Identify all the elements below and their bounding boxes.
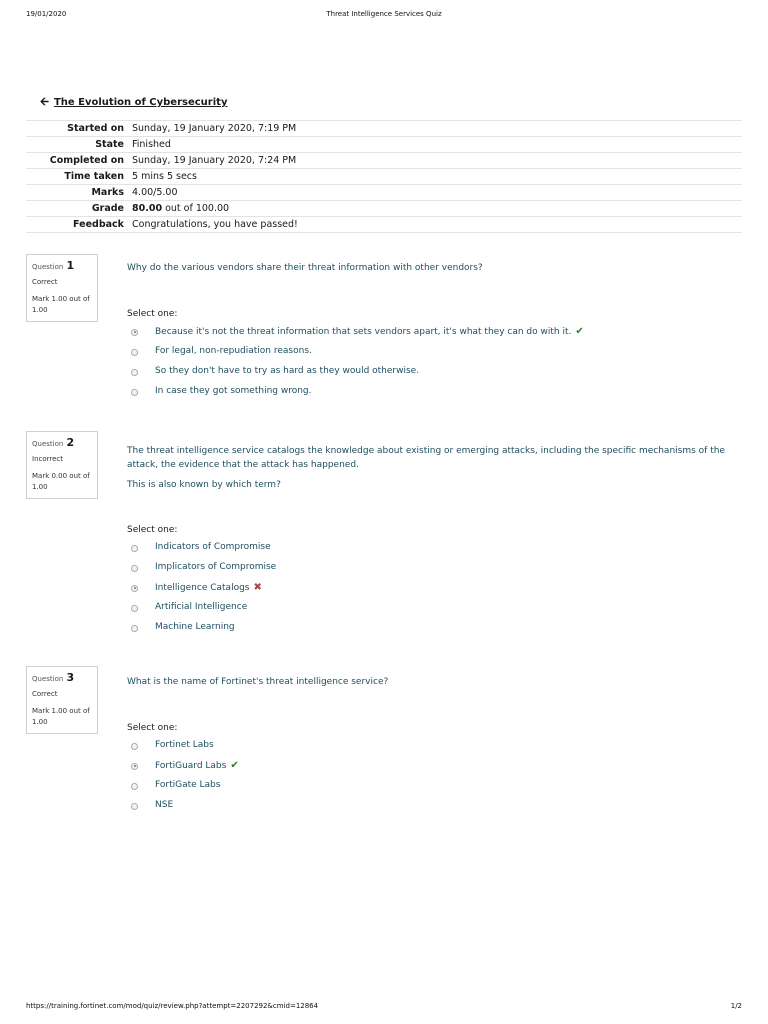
arrow-left-icon: 🡨 [40,95,49,108]
summary-value: 5 mins 5 secs [132,171,197,182]
question-label: Question [32,675,64,683]
question-text: The threat intelligence service catalogs the knowledge about existing or emerging attacks, including the specific mechanisms of the attack, the evidence that the attack has happened. [127,446,725,470]
question-label: Question [32,263,64,271]
question-text: Why do the various vendors share their threat information with other vendors? [127,263,483,273]
radio-button[interactable] [131,545,138,552]
question-number: 3 [66,671,75,684]
question-mark: Mark 1.00 out of 1.00 [32,295,90,314]
answer-label: Machine Learning [155,622,235,632]
radio-button-checked[interactable] [131,763,138,770]
summary-label: Marks [91,187,124,198]
summary-row-completed [26,153,742,169]
print-title: Threat Intelligence Services Quiz [326,10,442,18]
answer-label: Intelligence Catalogs [155,583,250,593]
answer-label: FortiGate Labs [155,780,221,790]
answer-label: So they don't have to try as hard as they would otherwise. [155,366,420,376]
back-link-label: The Evolution of Cybersecurity [53,97,228,108]
summary-label: Time taken [64,171,124,182]
answer-label: Artificial Intelligence [155,602,248,612]
summary-row-feedback [26,217,742,233]
answer-label: In case they got something wrong. [155,386,312,396]
select-one-prompt: Select one: [127,309,178,319]
summary-row-time [26,169,742,185]
radio-button-checked[interactable] [131,329,138,336]
back-link[interactable] [40,93,227,112]
summary-value: Finished [132,139,171,150]
question-info-2 [26,431,98,499]
question-state: Correct [32,690,58,698]
print-date: 19/01/2020 [26,10,67,18]
summary-label: Started on [67,123,124,134]
answer-label: FortiGuard Labs [155,761,227,771]
radio-button[interactable] [131,369,138,376]
answer-label: For legal, non-repudiation reasons. [155,346,312,356]
summary-row-state [26,137,742,153]
question-label: Question [32,440,64,448]
question-mark: Mark 0.00 out of 1.00 [32,472,90,491]
summary-value: Sunday, 19 January 2020, 7:24 PM [132,155,297,166]
select-one-prompt: Select one: [127,723,178,733]
summary-label: State [95,139,124,150]
grade-value: 80.00 [132,203,163,214]
answer-label: NSE [155,800,174,810]
answer-label: Implicators of Compromise [155,562,277,572]
question-number: 1 [66,259,75,272]
select-one-prompt: Select one: [127,525,178,535]
summary-row-grade [26,201,742,217]
question-number: 2 [66,436,75,449]
question-mark: Mark 1.00 out of 1.00 [32,707,90,726]
check-icon: ✔ [230,760,239,771]
radio-button[interactable] [131,783,138,790]
radio-button[interactable] [131,349,138,356]
summary-value: 4.00/5.00 [132,187,178,198]
radio-button-checked[interactable] [131,585,138,592]
answer-label: Because it's not the threat information that sets vendors apart, it's what they can do with it. [155,327,572,337]
print-footer [26,1002,742,1014]
summary-value: Sunday, 19 January 2020, 7:19 PM [132,123,297,134]
print-url: https://training.fortinet.com/mod/quiz/review.php?attempt=2207292&cmid=12864 [26,1002,319,1010]
summary-value: Congratulations, you have passed! [132,219,298,230]
check-icon: ✔ [575,326,584,337]
radio-button[interactable] [131,625,138,632]
radio-button[interactable] [131,803,138,810]
grade-suffix: out of 100.00 [162,203,230,214]
question-content-1 [127,261,737,396]
radio-button[interactable] [131,605,138,612]
question-content-2 [127,444,737,632]
question-state: Correct [32,278,58,286]
summary-label: Feedback [73,219,124,230]
answer-label: Fortinet Labs [155,740,214,750]
question-text: What is the name of Fortinet's threat intelligence service? [127,677,389,687]
question-state: Incorrect [32,455,64,463]
answer-label: Indicators of Compromise [155,542,271,552]
question-info-1 [26,254,98,322]
question-content-3 [127,675,737,810]
print-header [26,10,742,22]
print-page-count: 1/2 [730,1002,742,1010]
radio-button[interactable] [131,743,138,750]
summary-value [132,201,742,217]
question-text-followup: This is also known by which term? [127,480,281,490]
question-info-3 [26,666,98,734]
summary-row-marks [26,185,742,201]
summary-label: Completed on [49,155,124,166]
summary-row-started [26,121,742,137]
radio-button[interactable] [131,565,138,572]
attempt-summary-table [26,120,742,233]
cross-icon: ✖ [253,582,262,593]
summary-label: Grade [91,203,124,214]
radio-button[interactable] [131,389,138,396]
